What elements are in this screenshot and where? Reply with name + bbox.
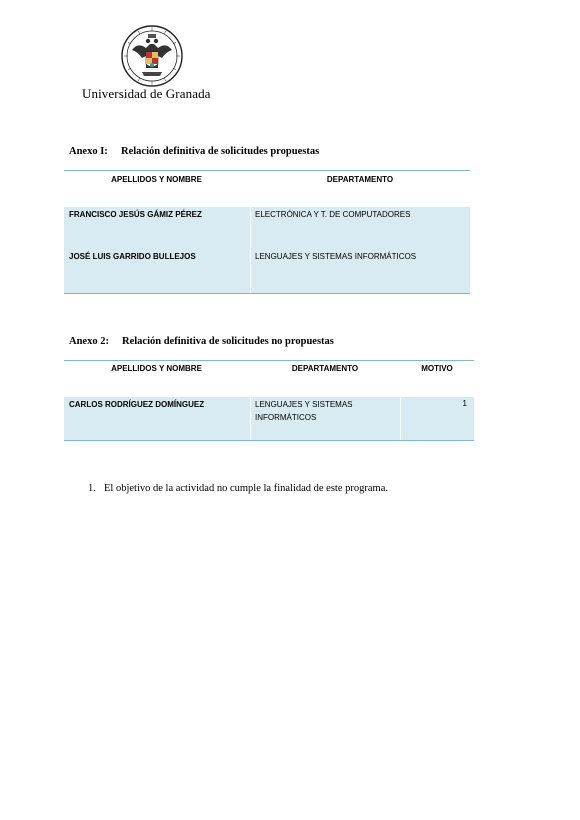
annex1-row1-name: FRANCISCO JESÚS GÁMIZ PÉREZ [69, 210, 202, 219]
university-name: Universidad de Granada [82, 86, 211, 101]
annex1-col-name: APELLIDOS Y NOMBRE [111, 175, 202, 184]
annex1-table-body [64, 207, 470, 294]
annex2-row1-department-line1: LENGUAJES Y SISTEMAS [255, 400, 353, 409]
annex1-row2-department: LENGUAJES Y SISTEMAS INFORMÁTICOS [255, 252, 417, 261]
annex1-col-divider [250, 207, 251, 293]
annex2-number: Anexo 2: [69, 336, 109, 347]
annex2-row1-reason: 1 [462, 399, 467, 408]
annex2-title-text: Relación definitiva de solicitudes no propuestas [122, 336, 334, 347]
footnote-1-text: El objetivo de la actividad no cumple la finalidad de este programa. [104, 483, 388, 494]
university-seal-logo [120, 24, 184, 88]
annex1-number: Anexo I: [69, 146, 108, 157]
annex2-col-name: APELLIDOS Y NOMBRE [111, 364, 202, 373]
annex1-row1-department: ELECTRÓNICA Y T. DE COMPUTADORES [255, 210, 411, 219]
annex2-title [69, 336, 334, 347]
footnote-1-number: 1. [88, 483, 96, 494]
annex2-row1-name: CARLOS RODRÍGUEZ DOMÍNGUEZ [69, 400, 205, 409]
annex1-row2-name: JOSÉ LUIS GARRIDO BULLEJOS [69, 252, 196, 261]
annex2-col-department: DEPARTAMENTO [291, 364, 359, 373]
annex2-col-divider-1 [250, 397, 251, 440]
annex1-col-department: DEPARTAMENTO [326, 175, 394, 184]
annex1-title-text: Relación definitiva de solicitudes propuestas [121, 146, 320, 157]
annex2-col-reason: MOTIVO [421, 364, 453, 373]
footnote-list [88, 483, 388, 494]
annex1-title [69, 146, 319, 157]
annex2-row1-department-line2: INFORMÁTICOS [255, 413, 317, 422]
